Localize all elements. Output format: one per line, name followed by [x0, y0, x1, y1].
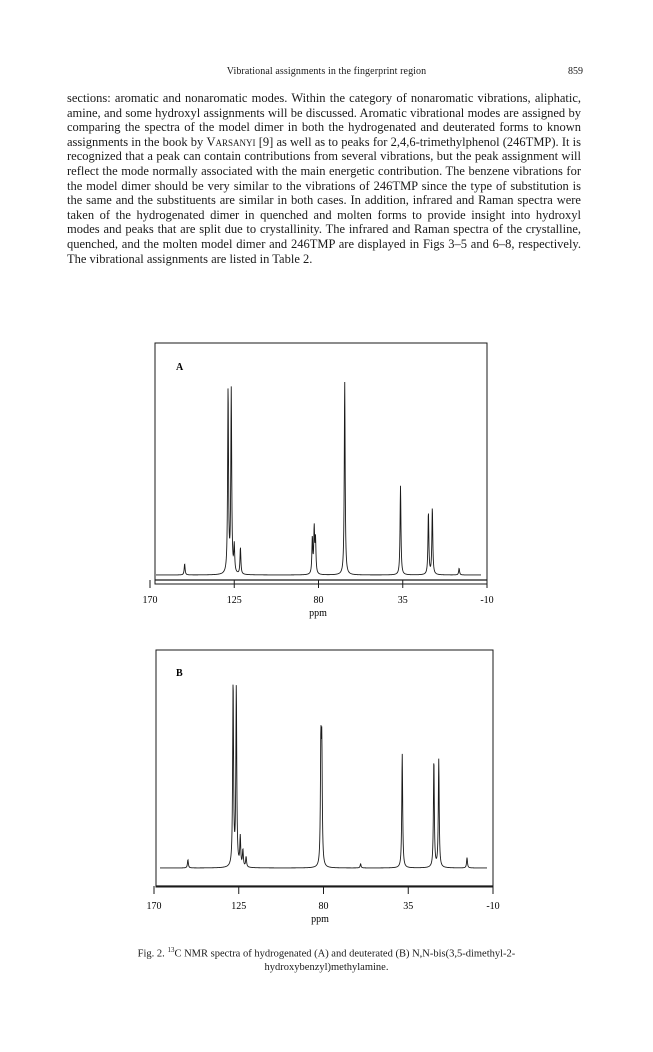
panel-a-tick-labels: [143, 595, 494, 606]
tick-label: 170: [142, 595, 158, 606]
panel-b-spectrum-trace: [160, 685, 487, 868]
tick-label: 80: [313, 595, 324, 606]
tick-label: 125: [231, 901, 247, 912]
panel-a-label: A: [176, 362, 184, 373]
page-number: 859: [568, 66, 583, 77]
tick-label: 35: [397, 595, 408, 606]
panel-a-x-axis-label: ppm: [309, 608, 327, 619]
running-head: Vibrational assignments in the fingerprint region: [226, 66, 427, 77]
caption-superscript: 13: [167, 946, 175, 954]
panel-b-frame: [156, 650, 493, 887]
panel-b-x-axis-label: ppm: [311, 914, 329, 925]
caption-prefix: Fig. 2.: [137, 948, 168, 960]
figure-caption: [100, 944, 553, 974]
panel-a-spectrum-trace: [156, 382, 481, 575]
caption-text: C NMR spectra of hydrogenated (A) and deuterated (B) N,N-bis(3,5-dimethyl-2-hydroxybenzyl)methylamine.: [174, 948, 516, 973]
body-text-part-1: sections: aromatic and nonaromatic modes. Within the category of nonaromatic vibrations, aliphatic, amine, and some hydroxyl assignments will be discussed. Aromatic vibrational modes are assigned by comparing the spectra of the model dimer in both the hydrogenated and deuterated forms to known assignments in the book by: [67, 91, 581, 149]
spectrum-panel-a: [143, 343, 494, 619]
panel-a-frame: [155, 343, 487, 584]
tick-label: 80: [318, 901, 329, 912]
tick-label: -10: [480, 595, 494, 606]
tick-label: 170: [146, 901, 162, 912]
body-text-part-2: [9] as well as to peaks for 2,4,6-trimethylphenol (246TMP). It is recognized that a peak can contain contributions from several vibrations, but the peak assignment will reflect the mode normally associated with the main energetic contribution. The benzene vibrations for the model dimer should be very similar to the vibrations of 246TMP since the type of substitution is the same and the substituents are similar in both cases. In addition, infrared and Raman spectra were taken of the hydrogenated dimer in quenched and molten forms to provide insight into hydroxyl modes and peaks that are split due to crystallinity. The infrared and Raman spectra of the crystalline, quenched, and the molten model dimer and 246TMP are displayed in Figs 3–5 and 6–8, respectively. The vibrational assignments are listed in Table 2.: [67, 134, 581, 266]
panel-b-label: B: [176, 668, 183, 679]
panel-b-tick-labels: [147, 901, 500, 912]
tick-label: 35: [403, 901, 414, 912]
spectrum-panel-b: [147, 650, 500, 925]
tick-label: -10: [486, 901, 500, 912]
tick-label: 125: [226, 595, 242, 606]
author-name: Varsanyi: [206, 134, 256, 149]
